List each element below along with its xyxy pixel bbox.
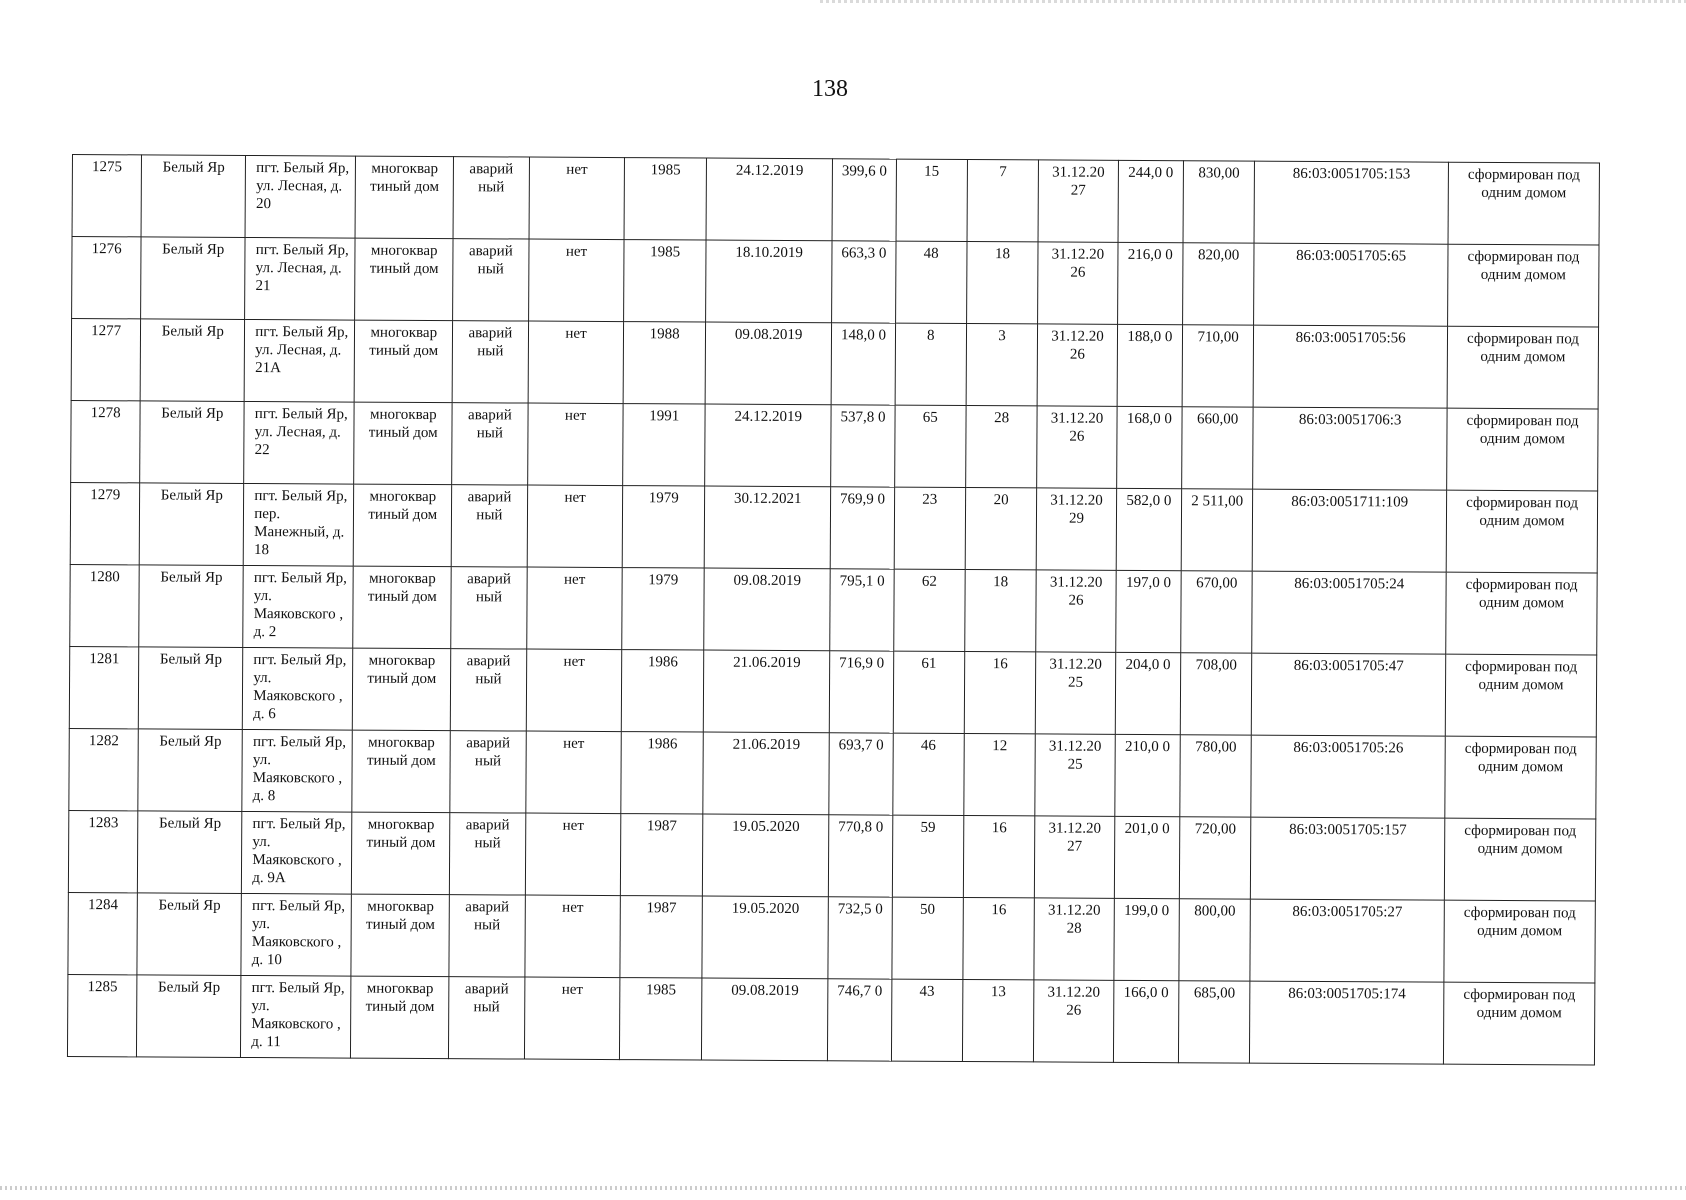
cell-year: 1986 (622, 650, 704, 732)
cell-deadline: 31.12.20 27 (1038, 160, 1118, 242)
cell-area: 148,0 0 (831, 323, 895, 405)
cell-building-type: многоквар тиный дом (352, 730, 450, 813)
scan-edge-top (820, 0, 1686, 3)
cell-cost: 708,00 (1180, 653, 1252, 735)
housing-table (67, 154, 1600, 1066)
cell-condition: аварий ный (452, 321, 528, 403)
cell-flag: нет (528, 321, 624, 404)
cell-building-type: многоквар тиный дом (354, 320, 452, 403)
cell-address: пгт. Белый Яр, ул. Лесная, д. 21 (245, 237, 356, 320)
cell-residents: 65 (894, 405, 966, 487)
table-row (72, 155, 1599, 246)
cell-address: пгт. Белый Яр, ул. Маяковского , д. 11 (241, 975, 352, 1058)
cell-condition: аварий ный (449, 895, 525, 977)
cell-number: 1277 (71, 319, 141, 401)
cell-locality: Белый Яр (138, 729, 242, 812)
cell-residents: 61 (893, 651, 965, 733)
cell-flats: 16 (963, 815, 1035, 897)
cell-condition: аварий ный (451, 567, 527, 649)
cell-residents: 48 (895, 241, 967, 323)
cell-number: 1275 (72, 155, 142, 237)
cell-residents: 23 (894, 487, 966, 569)
cell-building-type: многоквар тиный дом (351, 894, 449, 977)
cell-cadastral-number: 86:03:0051705:26 (1251, 735, 1445, 818)
cell-area: 399,6 0 (832, 159, 896, 241)
cell-status: сформирован под одним домом (1446, 572, 1597, 655)
cell-deadline: 31.12.20 29 (1036, 488, 1116, 570)
cell-locality: Белый Яр (139, 565, 243, 648)
cell-condition: аварий ный (453, 157, 529, 239)
cell-flats: 16 (964, 651, 1036, 733)
cell-date: 19.05.2020 (702, 814, 829, 897)
cell-flats: 3 (966, 323, 1038, 405)
cell-condition: аварий ный (452, 403, 528, 485)
cell-area-2: 197,0 0 (1115, 570, 1181, 652)
cell-status: сформирован под одним домом (1445, 654, 1596, 737)
cell-year: 1988 (624, 322, 706, 404)
cell-cost: 2 511,00 (1181, 489, 1253, 571)
page-number: 138 (812, 76, 848, 102)
cell-date: 09.08.2019 (704, 568, 831, 651)
cell-area-2: 210,0 0 (1115, 734, 1181, 816)
table-row (70, 482, 1597, 573)
cell-flag: нет (525, 895, 621, 978)
cell-flats: 16 (963, 897, 1035, 979)
cell-area-2: 582,0 0 (1116, 488, 1182, 570)
cell-building-type: многоквар тиный дом (353, 566, 451, 649)
cell-address: пгт. Белый Яр, ул. Лесная, д. 22 (244, 401, 355, 484)
cell-flag: нет (526, 567, 622, 650)
cell-condition: аварий ный (451, 485, 527, 567)
cell-date: 30.12.2021 (704, 486, 831, 569)
cell-address: пгт. Белый Яр, ул. Маяковского , д. 10 (241, 893, 352, 976)
cell-flats: 13 (962, 979, 1034, 1061)
cell-deadline: 31.12.20 27 (1035, 816, 1115, 898)
cell-cost: 670,00 (1181, 571, 1253, 653)
cell-status: сформирован под одним домом (1443, 982, 1594, 1065)
cell-year: 1985 (624, 240, 706, 322)
cell-cost: 820,00 (1183, 243, 1255, 325)
cell-deadline: 31.12.20 25 (1036, 652, 1116, 734)
table-body (67, 155, 1599, 1066)
cell-cadastral-number: 86:03:0051705:56 (1253, 325, 1447, 408)
cell-area: 769,9 0 (831, 487, 895, 569)
cell-condition: аварий ный (450, 649, 526, 731)
cell-number: 1283 (68, 810, 138, 892)
cell-cost: 660,00 (1182, 407, 1254, 489)
cell-status: сформирован под одним домом (1447, 408, 1598, 491)
cell-status: сформирован под одним домом (1447, 326, 1598, 409)
cell-status: сформирован под одним домом (1445, 736, 1596, 819)
cell-cadastral-number: 86:03:0051706:3 (1253, 407, 1447, 490)
cell-address: пгт. Белый Яр, ул. Лесная, д. 21А (244, 319, 355, 402)
cell-area: 732,5 0 (828, 897, 892, 979)
cell-area: 795,1 0 (830, 569, 894, 651)
cell-status: сформирован под одним домом (1444, 900, 1595, 983)
cell-locality: Белый Яр (141, 237, 245, 320)
cell-area: 746,7 0 (828, 979, 892, 1061)
cell-locality: Белый Яр (141, 155, 245, 238)
cell-area-2: 244,0 0 (1118, 160, 1184, 242)
cell-cadastral-number: 86:03:0051705:153 (1254, 161, 1448, 244)
cell-flag: нет (526, 649, 622, 732)
cell-residents: 50 (891, 897, 963, 979)
cell-number: 1282 (69, 728, 139, 810)
cell-locality: Белый Яр (140, 483, 244, 566)
table-row (68, 810, 1595, 901)
cell-residents: 46 (892, 733, 964, 815)
cell-deadline: 31.12.20 26 (1036, 570, 1116, 652)
cell-area-2: 168,0 0 (1116, 406, 1182, 488)
cell-date: 24.12.2019 (705, 404, 832, 487)
cell-residents: 62 (893, 569, 965, 651)
cell-cost: 780,00 (1180, 735, 1252, 817)
cell-flats: 20 (965, 487, 1037, 569)
cell-building-type: многоквар тиный дом (354, 484, 452, 567)
cell-residents: 59 (892, 815, 964, 897)
cell-status: сформирован под одним домом (1448, 244, 1599, 327)
cell-date: 18.10.2019 (706, 240, 833, 323)
cell-area: 663,3 0 (832, 241, 896, 323)
cell-date: 19.05.2020 (702, 896, 829, 979)
cell-date: 09.08.2019 (705, 322, 832, 405)
cell-cadastral-number: 86:03:0051705:174 (1250, 981, 1444, 1064)
cell-cost: 685,00 (1178, 981, 1250, 1063)
cell-residents: 15 (896, 159, 968, 241)
cell-building-type: многоквар тиный дом (353, 648, 451, 731)
cell-cadastral-number: 86:03:0051711:109 (1253, 489, 1447, 572)
cell-status: сформирован под одним домом (1448, 162, 1599, 245)
cell-number: 1285 (67, 974, 137, 1056)
cell-cadastral-number: 86:03:0051705:157 (1251, 817, 1445, 900)
cell-area-2: 204,0 0 (1115, 652, 1181, 734)
table-row (72, 237, 1599, 328)
table-row (70, 564, 1597, 655)
cell-number: 1278 (71, 400, 141, 482)
cell-flag: нет (529, 157, 625, 240)
cell-deadline: 31.12.20 28 (1034, 898, 1114, 980)
cell-flats: 18 (965, 569, 1037, 651)
cell-year: 1987 (620, 896, 702, 978)
cell-number: 1279 (70, 482, 140, 564)
cell-flag: нет (527, 485, 623, 568)
cell-address: пгт. Белый Яр, ул. Маяковского , д. 8 (242, 729, 353, 812)
cell-locality: Белый Яр (138, 811, 242, 894)
cell-cadastral-number: 86:03:0051705:27 (1250, 899, 1444, 982)
cell-condition: аварий ный (450, 731, 526, 813)
cell-flats: 12 (964, 733, 1036, 815)
cell-cadastral-number: 86:03:0051705:47 (1252, 653, 1446, 736)
cell-building-type: многоквар тиный дом (355, 156, 453, 239)
cell-address: пгт. Белый Яр, пер. Манежный, д. 18 (243, 483, 354, 566)
cell-residents: 43 (891, 979, 963, 1061)
cell-status: сформирован под одним домом (1444, 818, 1595, 901)
cell-residents: 8 (895, 323, 967, 405)
cell-flag: нет (525, 813, 621, 896)
cell-date: 24.12.2019 (706, 158, 833, 241)
cell-year: 1979 (623, 486, 705, 568)
cell-building-type: многоквар тиный дом (351, 976, 449, 1059)
cell-deadline: 31.12.20 26 (1034, 980, 1114, 1062)
cell-area: 693,7 0 (829, 733, 893, 815)
cell-locality: Белый Яр (139, 647, 243, 730)
scan-edge-bottom (0, 1186, 1686, 1190)
cell-deadline: 31.12.20 26 (1037, 406, 1117, 488)
cell-deadline: 31.12.20 26 (1037, 324, 1117, 406)
cell-area: 716,9 0 (830, 651, 894, 733)
cell-building-type: многоквар тиный дом (355, 238, 453, 321)
table-row (69, 728, 1596, 819)
cell-date: 21.06.2019 (703, 732, 830, 815)
cell-status: сформирован под одним домом (1446, 490, 1597, 573)
cell-year: 1985 (620, 978, 702, 1060)
cell-area-2: 188,0 0 (1117, 324, 1183, 406)
cell-cost: 720,00 (1179, 817, 1251, 899)
cell-area-2: 199,0 0 (1114, 898, 1180, 980)
cell-deadline: 31.12.20 26 (1038, 242, 1118, 324)
cell-flats: 7 (967, 160, 1039, 242)
cell-locality: Белый Яр (140, 401, 244, 484)
cell-condition: аварий ный (449, 977, 525, 1059)
cell-area-2: 216,0 0 (1117, 242, 1183, 324)
cell-area-2: 201,0 0 (1114, 816, 1180, 898)
cell-flag: нет (525, 731, 621, 814)
cell-cadastral-number: 86:03:0051705:65 (1254, 243, 1448, 326)
table-row (68, 892, 1595, 983)
cell-area-2: 166,0 0 (1113, 980, 1179, 1062)
cell-cost: 710,00 (1182, 325, 1254, 407)
cell-cost: 800,00 (1179, 899, 1251, 981)
cell-year: 1991 (623, 404, 705, 486)
cell-locality: Белый Яр (137, 975, 241, 1058)
cell-year: 1987 (621, 814, 703, 896)
cell-condition: аварий ный (450, 813, 526, 895)
cell-number: 1281 (69, 646, 139, 728)
table-row (71, 319, 1598, 410)
cell-address: пгт. Белый Яр, ул. Маяковского , д. 2 (243, 565, 354, 648)
cell-address: пгт. Белый Яр, ул. Маяковского , д. 6 (243, 647, 354, 730)
cell-area: 537,8 0 (831, 405, 895, 487)
cell-flats: 18 (966, 241, 1038, 323)
cell-building-type: многоквар тиный дом (354, 402, 452, 485)
cell-cost: 830,00 (1183, 161, 1255, 243)
cell-year: 1979 (622, 568, 704, 650)
cell-date: 09.08.2019 (701, 978, 828, 1061)
table-row (71, 400, 1598, 491)
cell-condition: аварий ный (453, 239, 529, 321)
cell-number: 1284 (68, 892, 138, 974)
cell-deadline: 31.12.20 25 (1035, 734, 1115, 816)
cell-number: 1280 (70, 564, 140, 646)
cell-building-type: многоквар тиный дом (352, 812, 450, 895)
cell-flag: нет (524, 977, 620, 1060)
cell-flats: 28 (966, 405, 1038, 487)
cell-year: 1985 (624, 158, 706, 240)
cell-number: 1276 (72, 237, 142, 319)
cell-cadastral-number: 86:03:0051705:24 (1252, 571, 1446, 654)
cell-locality: Белый Яр (137, 893, 241, 976)
cell-flag: нет (527, 403, 623, 486)
cell-address: пгт. Белый Яр, ул. Маяковского , д. 9А (242, 811, 353, 894)
cell-address: пгт. Белый Яр, ул. Лесная, д. 20 (245, 155, 356, 238)
cell-date: 21.06.2019 (703, 650, 830, 733)
cell-locality: Белый Яр (140, 319, 244, 402)
table-row (69, 646, 1596, 737)
table-row (67, 974, 1594, 1065)
cell-flag: нет (528, 239, 624, 322)
cell-year: 1986 (621, 732, 703, 814)
cell-area: 770,8 0 (829, 815, 893, 897)
